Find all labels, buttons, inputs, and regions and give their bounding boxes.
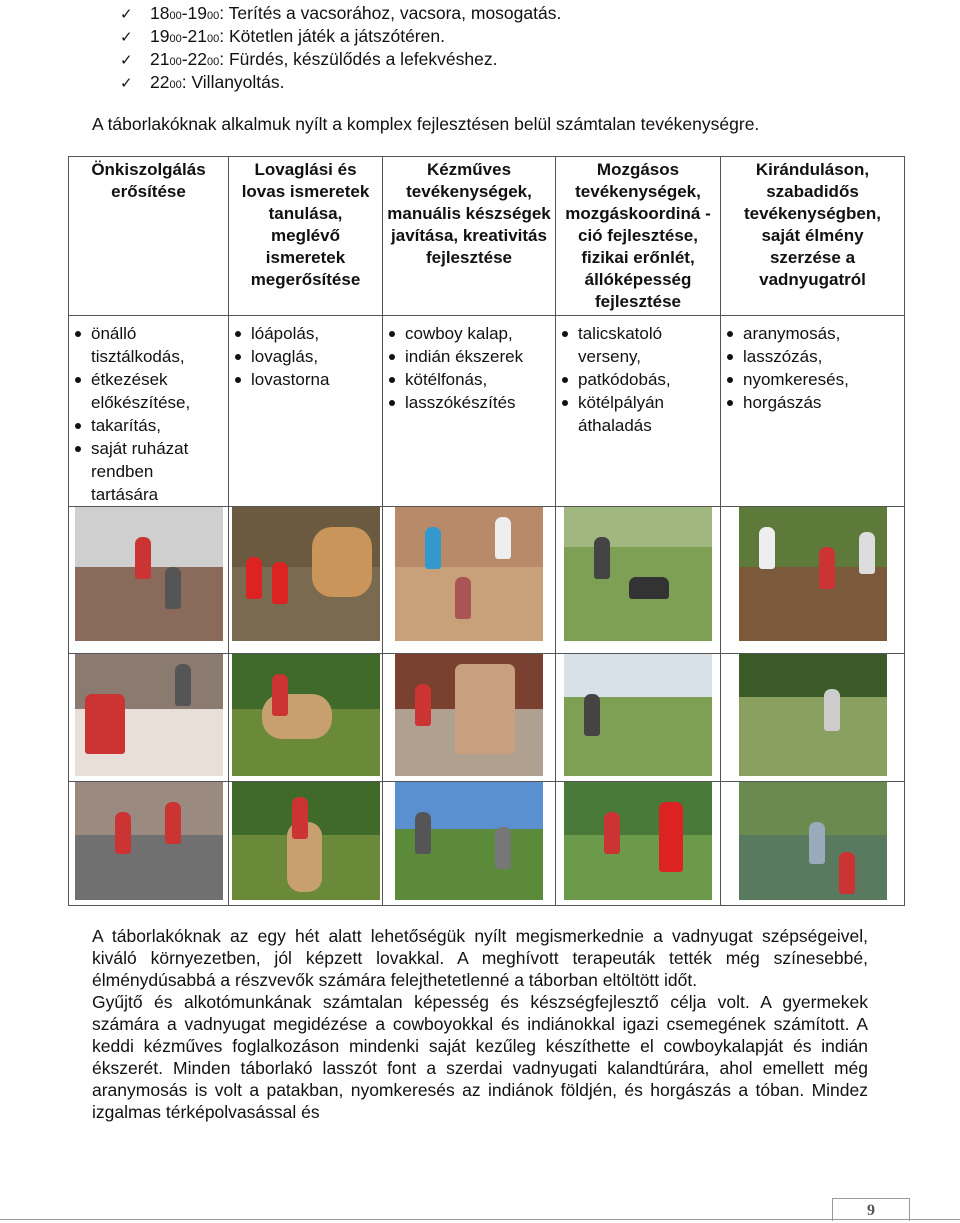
photo [232, 507, 380, 641]
checkmark-icon: ✓ [120, 51, 133, 69]
schedule-item: ✓ 21 00 - 22 00 : Fürdés, készülődés a lefekvéshez. [120, 49, 498, 69]
header-cell: Önkiszolgálás erősítése [69, 157, 229, 316]
list-item: takarítás, [69, 414, 224, 437]
items-cell [229, 316, 383, 507]
photo [75, 782, 223, 900]
list-item: lasszókészítés [383, 391, 551, 414]
photo-cell [229, 507, 383, 654]
intro-text: A táborlakóknak alkalmuk nyílt a komplex fejlesztésen belül számtalan tevékenységre. [92, 114, 760, 134]
photo-row [69, 654, 905, 782]
photo-cell [229, 654, 383, 782]
header-cell: Lovaglási és lovas ismeretek tanulása, meglévő ismeretek megerősítése [229, 157, 383, 316]
photo-cell [69, 654, 229, 782]
photo [75, 507, 223, 641]
list-item: indián ékszerek [383, 345, 551, 368]
activity-table [68, 156, 905, 906]
paragraph: Gyűjtő és alkotómunkának számtalan képesség és készségfejlesztő célja volt. A gyermekek számára a vadnyugat megidézése a cowboyokkal és indiánokkal igazi csemegének számított. A keddi kézműves foglalkozáson mindenki saját kezűleg készíthette el cowboykalapját és indián ékszerét. Minden táborlakó lasszót font a szerdai vadnyugati kalandtúrára, ahol emellett még aranymosás is volt a patakban, nyomkeresés az indiánok földjén, és horgászás a tóban. Mindez izgalmas térképolvasással és [92, 992, 868, 1122]
list-item: aranymosás, [721, 322, 900, 345]
photo [232, 654, 380, 776]
photo-row [69, 782, 905, 906]
photo [395, 782, 543, 900]
items-cell [556, 316, 721, 507]
body-text [92, 925, 868, 1123]
checkmark-icon: ✓ [120, 74, 133, 92]
list-item: étkezések előkészítése, [69, 368, 224, 414]
header-cell: Kiránduláson, szabadidős tevékenységben, saját élmény szerzése a vadnyugatról [721, 157, 905, 316]
photo [739, 782, 887, 900]
schedule-item: ✓ 19 00 - 21 00 : Kötetlen játék a játszótéren. [120, 26, 445, 46]
paragraph: A táborlakóknak az egy hét alatt lehetőségük nyílt megismerkednie a vadnyugat szépségeivel, kiváló környezetben, jól képzett lovakkal. A meghívott terapeuták tették még színesebbé, élménydúsabbá a részvevők számára felejthetetlenné a táborban eltöltött időt. [92, 926, 868, 990]
header-row [69, 157, 905, 316]
list-item: nyomkeresés, [721, 368, 900, 391]
photo-cell [383, 654, 556, 782]
list-item: lovastorna [229, 368, 378, 391]
items-cell [721, 316, 905, 507]
list-item: kötélfonás, [383, 368, 551, 391]
header-cell: Kézműves tevékenységek, manuális készségek javítása, kreativitás fejlesztése [383, 157, 556, 316]
photo [739, 507, 887, 641]
photo-cell [229, 782, 383, 906]
photo-cell [556, 654, 721, 782]
list-item: önálló tisztálkodás, [69, 322, 224, 368]
list-item: cowboy kalap, [383, 322, 551, 345]
list-item: saját ruházat rendben tartására [69, 437, 224, 506]
list-item: kötélpályán áthaladás [556, 391, 716, 437]
photo [395, 507, 543, 641]
photo-cell [383, 782, 556, 906]
items-row [69, 316, 905, 507]
photo [395, 654, 543, 776]
photo [75, 654, 223, 776]
photo-cell [556, 782, 721, 906]
photo-cell [556, 507, 721, 654]
list-item: lóápolás, [229, 322, 378, 345]
photo [232, 782, 380, 900]
photo-cell [721, 782, 905, 906]
photo-cell [721, 507, 905, 654]
list-item: patkódobás, [556, 368, 716, 391]
items-cell [69, 316, 229, 507]
items-cell [383, 316, 556, 507]
photo [564, 782, 712, 900]
checkmark-icon: ✓ [120, 5, 133, 23]
schedule-list [120, 2, 561, 94]
list-item: lovaglás, [229, 345, 378, 368]
photo-cell [383, 507, 556, 654]
photo-cell [721, 654, 905, 782]
page-number: 9 [832, 1198, 910, 1221]
photo-row [69, 507, 905, 654]
photo [739, 654, 887, 776]
schedule-item: ✓ 22 00 : Villanyoltás. [120, 72, 285, 92]
photo [564, 507, 712, 641]
list-item: horgászás [721, 391, 900, 414]
photo [564, 654, 712, 776]
list-item: lasszózás, [721, 345, 900, 368]
list-item: talicskatoló verseny, [556, 322, 716, 368]
header-cell: Mozgásos tevékenységek, mozgáskoordiná -ció fejlesztése, fizikai erőnlét, állóképesség fejlesztése [556, 157, 721, 316]
checkmark-icon: ✓ [120, 28, 133, 46]
photo-cell [69, 782, 229, 906]
photo-cell [69, 507, 229, 654]
schedule-item: ✓ 18 00 - 19 00 : Terítés a vacsorához, vacsora, mosogatás. [120, 3, 562, 23]
